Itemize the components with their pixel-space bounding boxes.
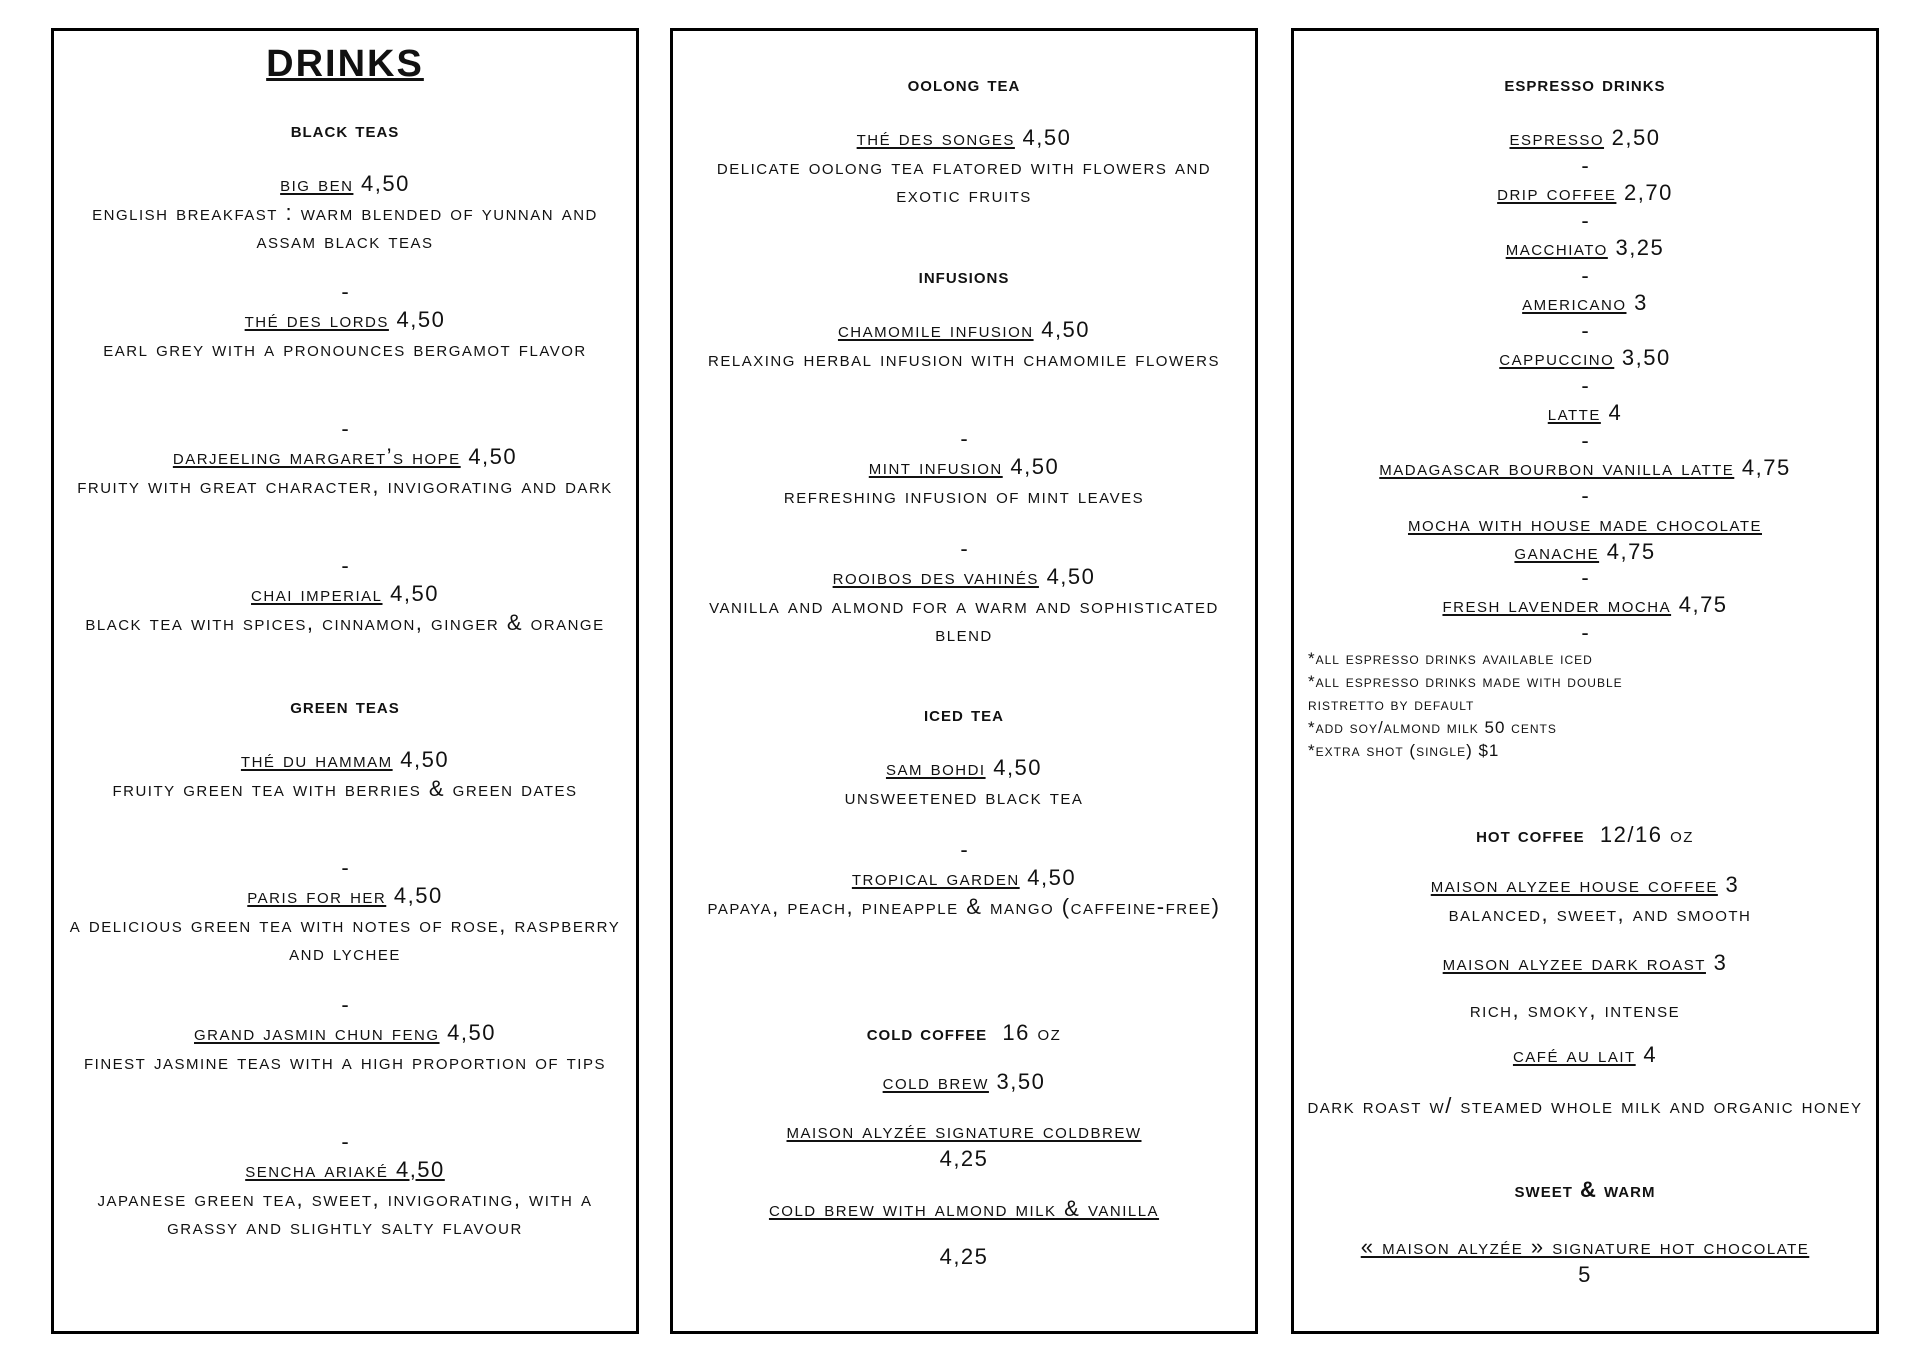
menu-item-cold-brew xyxy=(673,1069,1255,1095)
item-price: 4,75 xyxy=(1678,592,1728,617)
item-description: dark roast w/ steamed whole milk and organic honey xyxy=(1307,1093,1863,1118)
separator: - xyxy=(1581,153,1589,178)
separator: - xyxy=(1581,208,1589,233)
separator: - xyxy=(341,416,349,441)
separator: - xyxy=(341,279,349,304)
menu-panel-teas xyxy=(51,28,639,1334)
item-name: macchiato xyxy=(1505,235,1608,260)
item-description: a delicious green tea with notes of rose, raspberry and lychee xyxy=(69,912,621,965)
item-price: 4,75 xyxy=(1606,539,1656,564)
menu-item-macchiato xyxy=(1294,235,1876,261)
item-price: 3,50 xyxy=(1621,345,1671,370)
item-name: rooibos des vahinés xyxy=(832,564,1039,589)
item-price: 4,75 xyxy=(1741,455,1791,480)
item-name: espresso xyxy=(1509,125,1605,150)
item-name: mint infusion xyxy=(868,454,1003,479)
menu-item-tropical-garden xyxy=(673,865,1255,891)
item-price: 5 xyxy=(1578,1262,1592,1287)
item-name: fresh lavender mocha xyxy=(1442,592,1672,617)
menu-item-house-coffee xyxy=(1294,872,1876,898)
menu-panel-coffee xyxy=(1291,28,1879,1334)
item-price: 4,50 xyxy=(1010,454,1060,479)
item-description: rich, smoky, intense xyxy=(1469,997,1681,1022)
item-price: 4,50 xyxy=(1041,317,1091,342)
item-name: big ben xyxy=(280,171,354,196)
section-heading-cold-coffee xyxy=(673,1020,1255,1046)
item-name: sam bohdi xyxy=(885,755,986,780)
item-name: cappuccino xyxy=(1499,345,1615,370)
section-heading-black-teas: black teas xyxy=(290,117,400,142)
section-heading-hot-coffee xyxy=(1294,822,1876,848)
menu-item-grand-jasmin xyxy=(54,1020,636,1046)
item-description: black tea with spices, cinnamon, ginger & orange xyxy=(85,610,605,635)
item-name: mocha with house made chocolate ganache xyxy=(1407,511,1762,564)
menu-item-mocha xyxy=(1294,510,1876,566)
menu-item-dark-roast xyxy=(1294,950,1876,976)
menu-item-big-ben xyxy=(54,171,636,197)
menu-item-cold-brew-almond xyxy=(673,1196,1255,1222)
espresso-note: *extra shot (single) $1 xyxy=(1308,741,1500,760)
size-label: 12/16 oz xyxy=(1599,822,1694,847)
item-description: refreshing infusion of mint leaves xyxy=(783,483,1145,508)
item-price: 3 xyxy=(1713,950,1728,975)
item-price: 4,50 xyxy=(1046,564,1096,589)
item-price: 4,50 xyxy=(1027,865,1077,890)
separator: - xyxy=(1581,565,1589,590)
item-price: 4,50 xyxy=(993,755,1043,780)
espresso-note: ristretto by default xyxy=(1308,695,1475,714)
item-price: 4,25 xyxy=(939,1146,989,1171)
size-label: 16 oz xyxy=(1002,1020,1062,1045)
item-description: balanced, sweet, and smooth xyxy=(1448,901,1752,926)
item-name: maison alyzee dark roast xyxy=(1442,950,1706,975)
menu-item-sam-bohdi xyxy=(673,755,1255,781)
item-name: tropical garden xyxy=(851,865,1020,890)
item-name: maison alyzée signature coldbrew xyxy=(786,1118,1142,1143)
section-heading-oolong: oolong tea xyxy=(907,71,1021,96)
separator: - xyxy=(960,426,968,451)
separator: - xyxy=(960,536,968,561)
espresso-note: *all espresso drinks available iced xyxy=(1308,649,1593,668)
espresso-note: *all espresso drinks made with double xyxy=(1308,672,1623,691)
item-name: café au lait xyxy=(1512,1042,1636,1067)
section-heading-text: hot coffee xyxy=(1476,822,1585,847)
menu-item-chai-imperial xyxy=(54,581,636,607)
separator: - xyxy=(1581,483,1589,508)
menu-item-paris-for-her xyxy=(54,883,636,909)
menu-item-rooibos xyxy=(673,564,1255,590)
espresso-note: *add soy/almond milk 50 cents xyxy=(1308,718,1557,737)
item-name: thé des lords xyxy=(244,307,389,332)
menu-item-the-des-songes xyxy=(673,125,1255,151)
item-name: chai imperial xyxy=(251,581,383,606)
item-name: sencha ariaké 4,50 xyxy=(245,1157,445,1182)
item-price: 2,50 xyxy=(1611,125,1661,150)
menu-item-the-du-hammam xyxy=(54,747,636,773)
separator: - xyxy=(1581,318,1589,343)
item-name: « maison alyzée » signature hot chocolate xyxy=(1360,1234,1810,1259)
item-price: 4,50 xyxy=(396,307,446,332)
item-description: papaya, peach, pineapple & mango (caffeine-free) xyxy=(707,894,1221,919)
separator: - xyxy=(1581,373,1589,398)
item-price: 3,25 xyxy=(1615,235,1665,260)
item-name: drip coffee xyxy=(1497,180,1617,205)
separator: - xyxy=(1581,620,1589,645)
menu-item-cappuccino xyxy=(1294,345,1876,371)
item-price: 4,50 xyxy=(393,883,443,908)
menu-item-vanilla-latte xyxy=(1294,455,1876,481)
menu-item-latte xyxy=(1294,400,1876,426)
separator: - xyxy=(341,553,349,578)
item-price: 4,50 xyxy=(447,1020,496,1045)
item-description: japanese green tea, sweet, invigorating, with a grassy and slightly salty flavour xyxy=(97,1186,593,1239)
item-name: madagascar bourbon vanilla latte xyxy=(1379,455,1735,480)
separator: - xyxy=(341,1129,349,1154)
item-price: 4,50 xyxy=(1022,125,1072,150)
item-name: americano xyxy=(1522,290,1627,315)
item-name: cold brew with almond milk & vanilla xyxy=(768,1196,1160,1221)
menu-item-cafe-au-lait xyxy=(1294,1042,1876,1068)
section-heading-infusions: infusions xyxy=(918,263,1010,288)
item-name: thé du hammam xyxy=(240,747,393,772)
item-description: english breakfast : warm blended of yunnan and assam black teas xyxy=(92,200,598,253)
menu-item-drip-coffee xyxy=(1294,180,1876,206)
menu-item-the-des-lords xyxy=(54,307,636,333)
menu-item-darjeeling xyxy=(54,444,636,470)
item-price: 2,70 xyxy=(1624,180,1673,205)
item-price: 4 xyxy=(1608,400,1623,425)
item-name: darjeeling margaret’s hope xyxy=(172,444,461,469)
section-heading-espresso: espresso drinks xyxy=(1504,71,1666,96)
menu-item-mint-infusion xyxy=(673,454,1255,480)
item-price: 3 xyxy=(1634,290,1648,315)
item-description: relaxing herbal infusion with chamomile flowers xyxy=(708,346,1220,371)
item-name: thé des songes xyxy=(856,125,1015,150)
item-description: vanilla and almond for a warm and sophisticated blend xyxy=(709,593,1219,646)
item-description: finest jasmine teas with a high proportion of tips xyxy=(84,1049,606,1074)
item-price: 3,50 xyxy=(996,1069,1046,1094)
section-heading-text: cold coffee xyxy=(866,1020,988,1045)
item-name: cold brew xyxy=(882,1069,989,1094)
item-price: 4 xyxy=(1643,1042,1658,1067)
section-heading-sweet-warm: sweet & warm xyxy=(1514,1177,1656,1202)
item-price: 3 xyxy=(1725,872,1740,897)
menu-item-lavender-mocha xyxy=(1294,592,1876,618)
section-heading-iced-tea: iced tea xyxy=(924,701,1004,726)
item-price: 4,50 xyxy=(468,444,518,469)
menu-item-signature-coldbrew xyxy=(673,1118,1255,1144)
separator: - xyxy=(341,992,349,1017)
item-price: 4,50 xyxy=(390,581,439,606)
menu-item-espresso xyxy=(1294,125,1876,151)
menu-item-sencha-ariake xyxy=(54,1157,636,1183)
separator: - xyxy=(341,855,349,880)
item-price: 4,25 xyxy=(939,1244,989,1269)
item-name: chamomile infusion xyxy=(837,317,1034,342)
section-heading-green-teas: green teas xyxy=(290,693,400,718)
menu-panel-infusions xyxy=(670,28,1258,1334)
item-description: fruity with great character, invigorating and dark xyxy=(77,473,613,498)
item-name: grand jasmin chun feng xyxy=(194,1020,440,1045)
item-price: 4,50 xyxy=(400,747,450,772)
menu-item-americano xyxy=(1294,290,1876,316)
item-description: fruity green tea with berries & green dates xyxy=(112,776,578,801)
item-name: maison alyzee house coffee xyxy=(1430,872,1718,897)
item-name: paris for her xyxy=(247,883,387,908)
separator: - xyxy=(1581,263,1589,288)
item-price: 4,50 xyxy=(361,171,410,196)
separator: - xyxy=(1581,428,1589,453)
item-description: earl grey with a pronounces bergamot flavor xyxy=(103,336,587,361)
menu-item-chamomile xyxy=(673,317,1255,343)
item-description: unsweetened black tea xyxy=(844,784,1084,809)
item-name: latte xyxy=(1547,400,1601,425)
item-description: delicate oolong tea flatored with flowers and exotic fruits xyxy=(716,154,1212,207)
separator: - xyxy=(960,837,968,862)
menu-item-hot-chocolate xyxy=(1294,1233,1876,1289)
menu-title: DRINKS xyxy=(266,43,424,85)
